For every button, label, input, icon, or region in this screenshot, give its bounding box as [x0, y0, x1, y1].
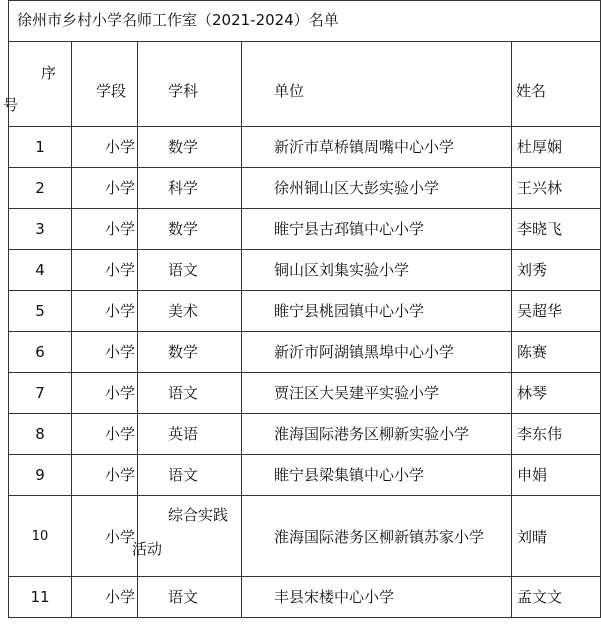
cell-name: 吴超华 [512, 291, 601, 332]
cell-unit: 徐州铜山区大彭实验小学 [242, 168, 512, 209]
header-no-bottom: 号 [3, 96, 19, 114]
table-row [9, 250, 601, 291]
cell-subject: 数学 [138, 209, 242, 250]
cell-subject: 科学 [138, 168, 242, 209]
cell-unit: 丰县宋楼中心小学 [242, 577, 512, 618]
cell-stage: 小学 [72, 414, 138, 455]
title-row [9, 1, 601, 42]
cell-subject: 美术 [138, 291, 242, 332]
cell-unit: 睢宁县梁集镇中心小学 [242, 455, 512, 496]
cell-name [512, 496, 601, 577]
cell-name: 刘秀 [512, 250, 601, 291]
header-row [9, 42, 601, 127]
header-unit-label: 单位 [274, 82, 305, 100]
table-row [9, 209, 601, 250]
cell-stage-text: 小学 [104, 528, 135, 546]
table-row [9, 332, 601, 373]
table-title-cell [9, 1, 601, 42]
cell-stage: 小学 [72, 455, 138, 496]
cell-unit-text: 淮海国际港务区柳新镇苏家小学 [274, 528, 485, 546]
cell-subject: 语文 [138, 577, 242, 618]
cell-no: 7 [9, 373, 72, 414]
cell-subject: 语文 [138, 250, 242, 291]
cell-stage: 小学 [72, 127, 138, 168]
cell-name: 申娟 [512, 455, 601, 496]
cell-no: 2 [9, 168, 72, 209]
cell-name: 李晓飞 [512, 209, 601, 250]
roster-table [3, 0, 601, 618]
cell-subject-line2: 活动 [132, 540, 163, 558]
cell-no: 1 [9, 127, 72, 168]
cell-name: 王兴林 [512, 168, 601, 209]
header-no-top: 序 [41, 64, 57, 82]
cell-subject: 英语 [138, 414, 242, 455]
cell-no [9, 496, 72, 577]
cell-no: 6 [9, 332, 72, 373]
cell-name-text: 刘晴 [517, 528, 548, 546]
cell-no: 3 [9, 209, 72, 250]
header-unit [242, 42, 512, 127]
cell-stage: 小学 [72, 168, 138, 209]
header-no [3, 42, 72, 127]
cell-unit: 淮海国际港务区柳新实验小学 [242, 414, 512, 455]
cell-no: 5 [9, 291, 72, 332]
cell-name: 陈赛 [512, 332, 601, 373]
cell-no: 8 [9, 414, 72, 455]
table-row [9, 291, 601, 332]
table-row [9, 168, 601, 209]
table-row [9, 455, 601, 496]
cell-stage: 小学 [72, 332, 138, 373]
cell-name: 杜厚娴 [512, 127, 601, 168]
table-row [9, 127, 601, 168]
cell-stage: 小学 [72, 209, 138, 250]
cell-name: 孟文文 [512, 577, 601, 618]
cell-unit: 贾汪区大吴建平实验小学 [242, 373, 512, 414]
cell-stage: 小学 [72, 291, 138, 332]
cell-unit: 新沂市草桥镇周嘴中心小学 [242, 127, 512, 168]
header-name-label: 姓名 [516, 82, 547, 100]
cell-no-text: 10 [31, 529, 49, 544]
header-subject-label: 学科 [168, 82, 199, 100]
cell-stage: 小学 [72, 250, 138, 291]
header-stage [72, 42, 138, 127]
cell-name: 林琴 [512, 373, 601, 414]
cell-subject: 数学 [138, 127, 242, 168]
cell-no: 9 [9, 455, 72, 496]
cell-unit: 睢宁县桃园镇中心小学 [242, 291, 512, 332]
cell-stage: 小学 [72, 373, 138, 414]
cell-subject-line1: 综合实践 [168, 506, 229, 524]
cell-stage: 小学 [72, 577, 138, 618]
table-row [9, 496, 601, 577]
table-title: 徐州市乡村小学名师工作室（2021-2024）名单 [17, 11, 339, 29]
header-subject [138, 42, 242, 127]
cell-unit [242, 496, 512, 577]
cell-subject [132, 496, 242, 577]
cell-unit: 睢宁县古邳镇中心小学 [242, 209, 512, 250]
table-row [9, 577, 601, 618]
cell-subject: 数学 [138, 332, 242, 373]
cell-subject: 语文 [138, 373, 242, 414]
cell-stage [72, 496, 138, 577]
cell-name: 李东伟 [512, 414, 601, 455]
table-row [9, 373, 601, 414]
cell-unit: 新沂市阿湖镇黑埠中心小学 [242, 332, 512, 373]
table-row [9, 414, 601, 455]
cell-no: 4 [9, 250, 72, 291]
cell-no: 11 [9, 577, 72, 618]
cell-subject: 语文 [138, 455, 242, 496]
header-stage-label: 学段 [96, 82, 127, 100]
header-name [512, 42, 601, 127]
cell-unit: 铜山区刘集实验小学 [242, 250, 512, 291]
